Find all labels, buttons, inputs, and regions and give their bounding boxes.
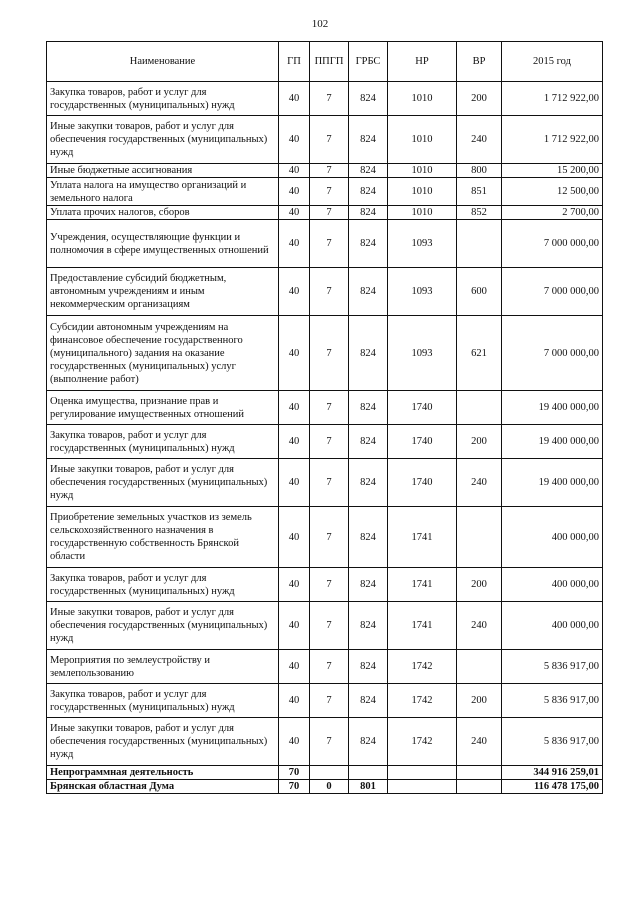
cell-pgp: 7 bbox=[310, 178, 349, 206]
cell-gp: 40 bbox=[279, 507, 310, 568]
cell-nr: 1010 bbox=[388, 164, 457, 178]
cell-vr bbox=[457, 650, 502, 684]
cell-name: Иные закупки товаров, работ и услуг для обеспечения государственных (муниципальных) нужд bbox=[47, 602, 279, 650]
cell-amount: 7 000 000,00 bbox=[502, 316, 603, 391]
cell-vr: 852 bbox=[457, 206, 502, 220]
cell-pgp bbox=[310, 766, 349, 780]
cell-pgp: 7 bbox=[310, 684, 349, 718]
header-vr: ВР bbox=[457, 42, 502, 82]
cell-name: Закупка товаров, работ и услуг для государственных (муниципальных) нужд bbox=[47, 425, 279, 459]
cell-pgp: 7 bbox=[310, 206, 349, 220]
cell-name: Предоставление субсидий бюджетным, автономным учреждениям и иным некоммерческим организациям bbox=[47, 268, 279, 316]
page-number: 102 bbox=[311, 18, 329, 30]
cell-name: Учреждения, осуществляющие функции и полномочия в сфере имущественных отношений bbox=[47, 220, 279, 268]
cell-amount: 344 916 259,01 bbox=[502, 766, 603, 780]
table-row bbox=[47, 164, 603, 178]
cell-amount: 7 000 000,00 bbox=[502, 268, 603, 316]
cell-pgp: 7 bbox=[310, 568, 349, 602]
cell-grbs: 824 bbox=[349, 164, 388, 178]
cell-gp: 40 bbox=[279, 316, 310, 391]
cell-amount: 5 836 917,00 bbox=[502, 718, 603, 766]
cell-nr bbox=[388, 780, 457, 794]
cell-gp: 40 bbox=[279, 391, 310, 425]
cell-vr: 800 bbox=[457, 164, 502, 178]
cell-grbs: 824 bbox=[349, 602, 388, 650]
cell-amount: 7 000 000,00 bbox=[502, 220, 603, 268]
cell-pgp: 7 bbox=[310, 116, 349, 164]
cell-name: Закупка товаров, работ и услуг для государственных (муниципальных) нужд bbox=[47, 568, 279, 602]
table-row bbox=[47, 220, 603, 268]
cell-vr: 600 bbox=[457, 268, 502, 316]
cell-grbs: 824 bbox=[349, 507, 388, 568]
cell-pgp: 7 bbox=[310, 316, 349, 391]
cell-pgp: 7 bbox=[310, 459, 349, 507]
table-row bbox=[47, 459, 603, 507]
cell-nr: 1093 bbox=[388, 220, 457, 268]
cell-grbs: 824 bbox=[349, 116, 388, 164]
table-row bbox=[47, 568, 603, 602]
cell-pgp: 7 bbox=[310, 507, 349, 568]
cell-name: Иные закупки товаров, работ и услуг для обеспечения государственных (муниципальных) нужд bbox=[47, 116, 279, 164]
cell-gp: 40 bbox=[279, 684, 310, 718]
cell-name: Иные закупки товаров, работ и услуг для обеспечения государственных (муниципальных) нужд bbox=[47, 459, 279, 507]
cell-pgp: 7 bbox=[310, 268, 349, 316]
cell-amount: 1 712 922,00 bbox=[502, 82, 603, 116]
cell-gp: 40 bbox=[279, 116, 310, 164]
table-row bbox=[47, 780, 603, 794]
cell-amount: 5 836 917,00 bbox=[502, 650, 603, 684]
table-row bbox=[47, 602, 603, 650]
cell-gp: 40 bbox=[279, 206, 310, 220]
table-row bbox=[47, 206, 603, 220]
cell-vr bbox=[457, 391, 502, 425]
table-row bbox=[47, 718, 603, 766]
cell-nr: 1740 bbox=[388, 425, 457, 459]
cell-nr: 1010 bbox=[388, 82, 457, 116]
cell-grbs: 824 bbox=[349, 425, 388, 459]
cell-nr: 1093 bbox=[388, 268, 457, 316]
cell-vr bbox=[457, 766, 502, 780]
cell-gp: 70 bbox=[279, 766, 310, 780]
cell-pgp: 7 bbox=[310, 650, 349, 684]
cell-nr: 1740 bbox=[388, 459, 457, 507]
cell-vr: 200 bbox=[457, 425, 502, 459]
cell-gp: 40 bbox=[279, 220, 310, 268]
header-nr: НР bbox=[388, 42, 457, 82]
header-grbs: ГРБС bbox=[349, 42, 388, 82]
cell-vr: 200 bbox=[457, 684, 502, 718]
table-row bbox=[47, 316, 603, 391]
cell-grbs: 824 bbox=[349, 220, 388, 268]
cell-amount: 5 836 917,00 bbox=[502, 684, 603, 718]
cell-grbs: 824 bbox=[349, 316, 388, 391]
cell-gp: 40 bbox=[279, 568, 310, 602]
cell-pgp: 7 bbox=[310, 602, 349, 650]
cell-nr: 1742 bbox=[388, 684, 457, 718]
cell-amount: 400 000,00 bbox=[502, 507, 603, 568]
cell-nr: 1010 bbox=[388, 206, 457, 220]
table-row bbox=[47, 507, 603, 568]
table-row bbox=[47, 268, 603, 316]
cell-amount: 1 712 922,00 bbox=[502, 116, 603, 164]
cell-nr: 1742 bbox=[388, 650, 457, 684]
table-row bbox=[47, 82, 603, 116]
cell-pgp: 7 bbox=[310, 718, 349, 766]
cell-pgp: 7 bbox=[310, 425, 349, 459]
cell-grbs: 824 bbox=[349, 82, 388, 116]
cell-amount: 12 500,00 bbox=[502, 178, 603, 206]
cell-name: Оценка имущества, признание прав и регулирование имущественных отношений bbox=[47, 391, 279, 425]
cell-vr: 240 bbox=[457, 718, 502, 766]
cell-gp: 40 bbox=[279, 425, 310, 459]
cell-pgp: 0 bbox=[310, 780, 349, 794]
cell-pgp: 7 bbox=[310, 164, 349, 178]
table-row bbox=[47, 684, 603, 718]
table-row bbox=[47, 116, 603, 164]
cell-name: Субсидии автономным учреждениям на финансовое обеспечение государственного (муниципального) задания на оказание государственных (муниципальных) услуг (выполнение работ) bbox=[47, 316, 279, 391]
cell-vr: 200 bbox=[457, 82, 502, 116]
cell-nr: 1010 bbox=[388, 178, 457, 206]
table-row bbox=[47, 178, 603, 206]
cell-vr bbox=[457, 780, 502, 794]
cell-name: Брянская областная Дума bbox=[47, 780, 279, 794]
table-row bbox=[47, 766, 603, 780]
cell-vr: 621 bbox=[457, 316, 502, 391]
cell-name: Мероприятия по землеустройству и землепользованию bbox=[47, 650, 279, 684]
cell-gp: 70 bbox=[279, 780, 310, 794]
cell-name: Непрограммная деятельность bbox=[47, 766, 279, 780]
cell-grbs: 824 bbox=[349, 718, 388, 766]
cell-nr: 1742 bbox=[388, 718, 457, 766]
header-gp: ГП bbox=[279, 42, 310, 82]
cell-name: Закупка товаров, работ и услуг для государственных (муниципальных) нужд bbox=[47, 684, 279, 718]
cell-amount: 400 000,00 bbox=[502, 602, 603, 650]
cell-gp: 40 bbox=[279, 268, 310, 316]
cell-grbs: 824 bbox=[349, 650, 388, 684]
cell-amount: 15 200,00 bbox=[502, 164, 603, 178]
cell-nr: 1093 bbox=[388, 316, 457, 391]
cell-name: Уплата налога на имущество организаций и земельного налога bbox=[47, 178, 279, 206]
cell-amount: 2 700,00 bbox=[502, 206, 603, 220]
cell-nr: 1741 bbox=[388, 602, 457, 650]
cell-amount: 116 478 175,00 bbox=[502, 780, 603, 794]
cell-gp: 40 bbox=[279, 82, 310, 116]
cell-name: Уплата прочих налогов, сборов bbox=[47, 206, 279, 220]
cell-grbs: 801 bbox=[349, 780, 388, 794]
cell-vr: 240 bbox=[457, 602, 502, 650]
cell-amount: 19 400 000,00 bbox=[502, 391, 603, 425]
cell-gp: 40 bbox=[279, 650, 310, 684]
cell-gp: 40 bbox=[279, 602, 310, 650]
cell-name: Закупка товаров, работ и услуг для государственных (муниципальных) нужд bbox=[47, 82, 279, 116]
cell-gp: 40 bbox=[279, 178, 310, 206]
cell-amount: 19 400 000,00 bbox=[502, 459, 603, 507]
cell-nr: 1740 bbox=[388, 391, 457, 425]
header-name: Наименование bbox=[47, 42, 279, 82]
cell-gp: 40 bbox=[279, 459, 310, 507]
cell-grbs: 824 bbox=[349, 206, 388, 220]
cell-grbs: 824 bbox=[349, 391, 388, 425]
cell-gp: 40 bbox=[279, 718, 310, 766]
cell-name: Приобретение земельных участков из земель сельскохозяйственного назначения в государственную собственность Брянской области bbox=[47, 507, 279, 568]
table-row bbox=[47, 391, 603, 425]
cell-gp: 40 bbox=[279, 164, 310, 178]
table-row bbox=[47, 425, 603, 459]
cell-name: Иные бюджетные ассигнования bbox=[47, 164, 279, 178]
budget-table bbox=[46, 41, 603, 794]
cell-grbs: 824 bbox=[349, 268, 388, 316]
table-header-row bbox=[47, 42, 603, 82]
cell-vr: 851 bbox=[457, 178, 502, 206]
cell-vr bbox=[457, 507, 502, 568]
cell-nr: 1010 bbox=[388, 116, 457, 164]
cell-amount: 400 000,00 bbox=[502, 568, 603, 602]
header-pgp: ППГП bbox=[310, 42, 349, 82]
cell-grbs bbox=[349, 766, 388, 780]
cell-amount: 19 400 000,00 bbox=[502, 425, 603, 459]
cell-grbs: 824 bbox=[349, 178, 388, 206]
cell-vr bbox=[457, 220, 502, 268]
cell-grbs: 824 bbox=[349, 568, 388, 602]
cell-grbs: 824 bbox=[349, 459, 388, 507]
cell-vr: 240 bbox=[457, 459, 502, 507]
cell-pgp: 7 bbox=[310, 220, 349, 268]
cell-vr: 240 bbox=[457, 116, 502, 164]
cell-nr: 1741 bbox=[388, 507, 457, 568]
cell-pgp: 7 bbox=[310, 82, 349, 116]
header-amount: 2015 год bbox=[502, 42, 603, 82]
cell-nr bbox=[388, 766, 457, 780]
cell-vr: 200 bbox=[457, 568, 502, 602]
table-row bbox=[47, 650, 603, 684]
cell-pgp: 7 bbox=[310, 391, 349, 425]
cell-grbs: 824 bbox=[349, 684, 388, 718]
cell-name: Иные закупки товаров, работ и услуг для обеспечения государственных (муниципальных) нужд bbox=[47, 718, 279, 766]
cell-nr: 1741 bbox=[388, 568, 457, 602]
